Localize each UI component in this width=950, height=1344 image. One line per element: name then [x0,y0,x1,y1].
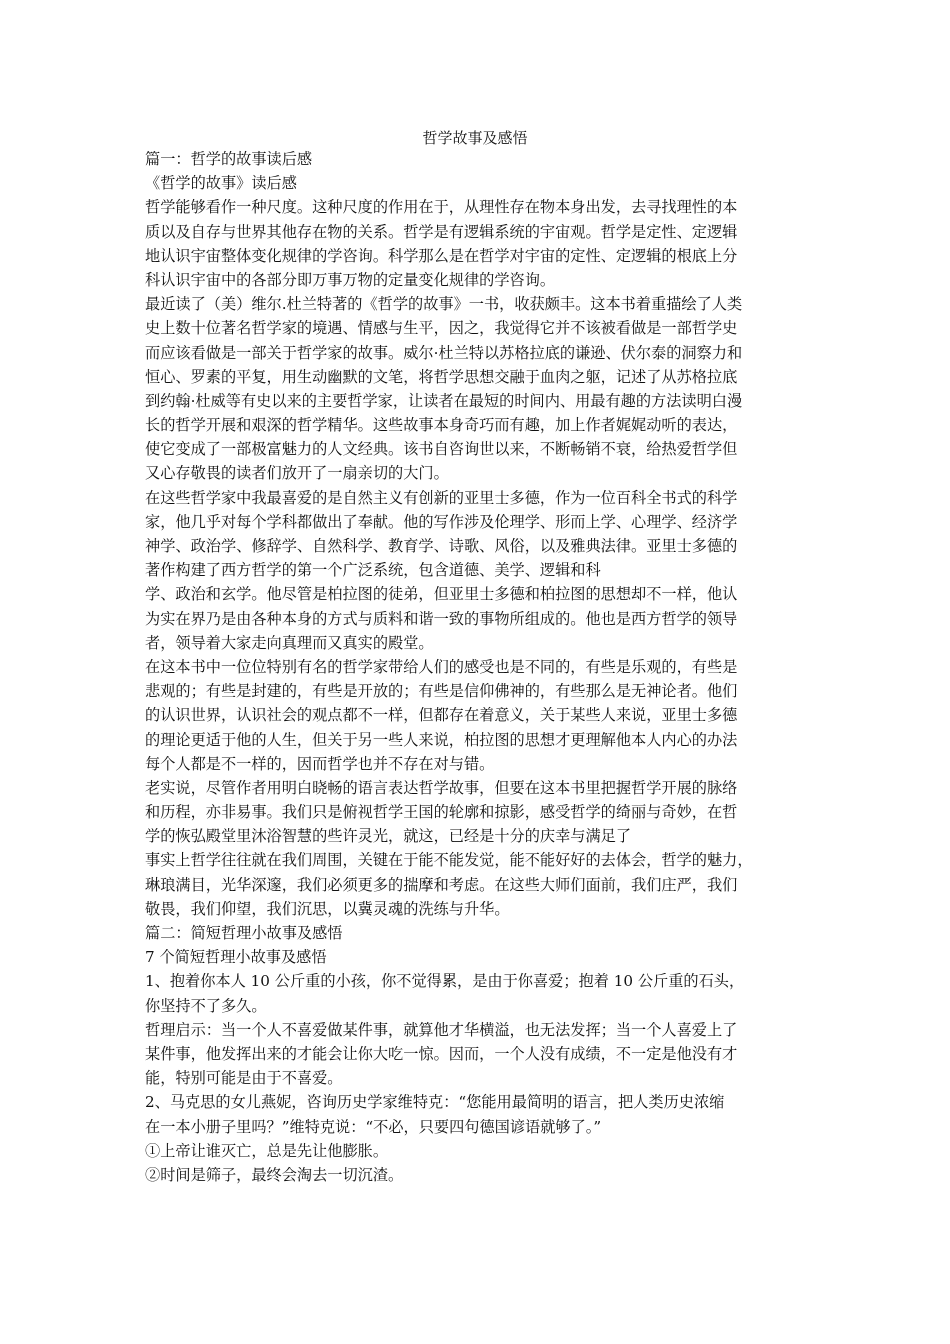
text-line: 的理论更适于他的人生，但关于另一些人来说，柏拉图的思想才更理解他本人内心的办法 [145,730,738,749]
text-line: 悲观的；有些是封建的，有些是开放的；有些是信仰佛神的，有些那么是无神论者。他们 [145,682,738,701]
text-line: 《哲学的故事》读后感 [145,174,297,193]
text-line: 哲学能够看作一种尺度。这种尺度的作用在于，从理性存在物本身出发，去寻找理性的本 [145,198,738,217]
text-line: 能，特别可能是由于不喜爱。 [145,1069,343,1088]
text-line: 1、抱着你本人 10 公斤重的小孩，你不觉得累，是由于你喜爱；抱着 10 公斤重的石头， [145,972,745,991]
text-line: 事实上哲学往往就在我们周围，关键在于能不能发觉，能不能好好的去体会，哲学的魅力， [145,851,753,870]
text-line: 哲理启示：当一个人不喜爱做某件事，就算他才华横溢，也无法发挥；当一个人喜爱上了 [145,1020,738,1039]
text-line: 在这些哲学家中我最喜爱的是自然主义有创新的亚里士多德，作为一位百科全书式的科学 [145,488,738,507]
text-line: 的认识世界，认识社会的观点都不一样，但都存在着意义，关于某些人来说，亚里士多德 [145,706,738,725]
text-line: 篇二：简短哲理小故事及感悟 [145,924,343,942]
text-line: 琳琅满目，光华深邃，我们必须更多的揣摩和考虑。在这些大师们面前，我们庄严，我们 [145,875,738,894]
text-line: 为实在界乃是由各种本身的方式与质料和谐一致的事物所组成的。他也是西方哲学的领导 [145,609,738,628]
text-line: ②时间是筛子，最终会淘去一切沉渣。 [145,1165,404,1184]
text-line: 著作构建了西方哲学的第一个广泛系统，包含道德、美学、逻辑和科 [145,561,601,580]
text-line: 地认识宇宙整体变化规律的学咨询。科学那么是在哲学对宇宙的定性、定逻辑的根底上分 [145,246,738,265]
text-line: 某件事，他发挥出来的才能会让你大吃一惊。因而，一个人没有成绩，不一定是他没有才 [145,1044,738,1063]
text-line: 在这本书中一位位特别有名的哲学家带给人们的感受也是不同的，有些是乐观的，有些是 [145,657,738,676]
document-title: 哲学故事及感悟 [422,129,528,147]
text-line: 敬畏，我们仰望，我们沉思，以冀灵魂的洗练与升华。 [145,899,510,918]
text-line: 老实说，尽管作者用明白晓畅的语言表达哲学故事，但要在这本书里把握哲学开展的脉络 [145,778,738,797]
text-line: 篇一：哲学的故事读后感 [145,150,313,168]
text-line: 史上数十位著名哲学家的境遇、情感与生平，因之，我觉得它并不该被看做是一部哲学史 [145,319,738,338]
text-line: 2、马克思的女儿燕妮，咨询历史学家维特克：“您能用最简明的语言，把人类历史浓缩 [145,1093,725,1112]
text-line: 和历程，亦非易事。我们只是俯视哲学王国的轮廓和掠影，感受哲学的绮丽与奇妙，在哲 [145,803,738,822]
text-line: 使它变成了一部极富魅力的人文经典。该书自咨询世以来，不断畅销不衰，给热爱哲学但 [145,440,738,459]
text-line: 长的哲学开展和艰深的哲学精华。这些故事本身奇巧而有趣，加上作者娓娓动听的表达， [145,416,738,435]
text-line: 学的恢弘殿堂里沐浴智慧的些许灵光，就这，已经是十分的庆幸与满足了 [145,827,631,846]
text-line: 恒心、罗素的平复，用生动幽默的文笔，将哲学思想交融于血肉之躯，记述了从苏格拉底 [145,367,738,386]
text-line: 者，领导着大家走向真理而又真实的殿堂。 [145,633,434,652]
text-line: 学、政治和玄学。他尽管是柏拉图的徒弟，但亚里士多德和柏拉图的思想却不一样，他认 [145,585,738,604]
text-line: 家，他几乎对每个学科都做出了奉献。他的写作涉及伦理学、形而上学、心理学、经济学 [145,512,738,531]
text-line: 每个人都是不一样的，因而哲学也并不存在对与错。 [145,754,495,773]
text-line: 在一本小册子里吗？”维特克说：“不必，只要四句德国谚语就够了。” [145,1117,602,1136]
text-line: 到约翰·杜威等有史以来的主要哲学家，让读者在最短的时间内、用最有趣的方法读明白漫 [145,391,743,410]
text-line: 而应该看做是一部关于哲学家的故事。威尔·杜兰特以苏格拉底的谦逊、伏尔泰的洞察力和 [145,343,743,362]
text-line: 又心存敬畏的读者们放开了一扇亲切的大门。 [145,464,449,483]
text-line: 质以及自存与世界其他存在物的关系。哲学是有逻辑系统的宇宙观。哲学是定性、定逻辑 [145,222,738,241]
text-line: 7 个简短哲理小故事及感悟 [145,948,327,967]
text-line: 你坚持不了多久。 [145,996,267,1015]
text-line: 神学、政治学、修辞学、自然科学、教育学、诗歌、风俗，以及雅典法律。亚里士多德的 [145,537,738,555]
text-line: 科认识宇宙中的各部分即万事万物的定量变化规律的学咨询。 [145,270,556,289]
document-body [145,147,825,1187]
text-line: ①上帝让谁灭亡，总是先让他膨胀。 [145,1141,388,1160]
text-line: 最近读了（美）维尔.杜兰特著的《哲学的故事》一书，收获颇丰。这本书着重描绘了人类 [145,295,743,314]
